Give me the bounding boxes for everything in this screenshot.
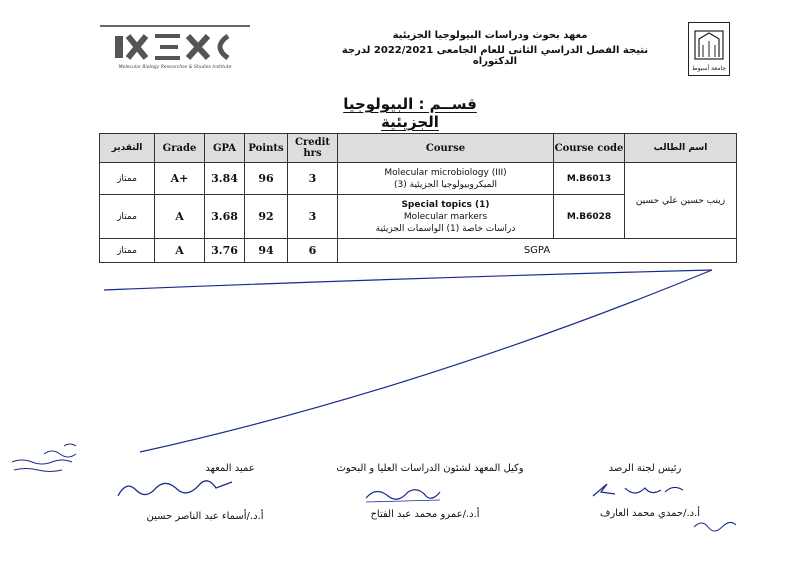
signature-block-2 <box>310 463 550 474</box>
institute-name: معهد بحوث ودراسات البيولوجيا الجزيئية <box>392 30 588 41</box>
signature-1-title: رئيس لجنة الرصد <box>608 463 682 474</box>
result-title: نتيجة الفصل الدراسي الثانى للعام الجامعى 2022/2021 لدرجة الدكتوراه <box>341 45 649 67</box>
sgpa-grade: A <box>155 239 205 263</box>
signature-3-scribble <box>112 474 252 508</box>
row2-course-en: Special topics (1) <box>401 199 490 210</box>
signature-2-name: أ.د./عمرو محمد عبد الفتاح <box>370 509 480 520</box>
sgpa-label: SGPA <box>338 239 737 263</box>
signature-2-title: وكيل المعهد لشئون الدراسات العليا و البحوث <box>336 463 524 474</box>
signature-1-scribble <box>585 478 695 504</box>
col-gpa: GPA <box>205 134 245 163</box>
signature-1-name: أ.د./حمدي محمد العارف <box>599 508 701 519</box>
signature-1-extra <box>690 515 746 533</box>
row1-course-ar: الميكروبيولوجيا الجزيئية (3) <box>394 179 497 190</box>
col-credit: Credit hrs <box>288 134 338 163</box>
col-grade: Grade <box>155 134 205 163</box>
signature-block-3 <box>180 463 280 474</box>
row1-points: 96 <box>245 163 288 195</box>
sgpa-points: 94 <box>245 239 288 263</box>
institute-logo-caption: Molecular Biology Researches & Studies Institute <box>118 65 232 70</box>
row2-grade: A <box>155 195 205 239</box>
row1-gpa: 3.84 <box>205 163 245 195</box>
row1-grade: A+ <box>155 163 205 195</box>
handwritten-note <box>4 440 84 476</box>
signature-2-scribble <box>360 482 450 506</box>
row2-credit: 3 <box>288 195 338 239</box>
handwritten-note-text: يعتمد نائب رئيس الجامعة للدراسات العليا والبحوث <box>4 440 25 441</box>
row1-course-en: Molecular microbiology (III) <box>384 167 507 178</box>
signature-3-name: أ.د./أسماء عبد الناصر حسين <box>146 511 264 522</box>
student-name: زينب حسين علي حسين <box>625 163 737 239</box>
row2-course-ar: دراسات خاصة (1) الواسمات الجزيئية <box>375 223 516 234</box>
sgpa-credit: 6 <box>288 239 338 263</box>
col-rating: التقدير <box>100 134 155 163</box>
row1-credit: 3 <box>288 163 338 195</box>
row1-code: M.B6013 <box>554 163 625 195</box>
row2-points: 92 <box>245 195 288 239</box>
sgpa-gpa: 3.76 <box>205 239 245 263</box>
col-student: اسم الطالب <box>625 134 737 163</box>
row2-rating: ممتاز <box>100 195 155 239</box>
col-points: Points <box>245 134 288 163</box>
col-code: Course code <box>554 134 625 163</box>
row2-gpa: 3.68 <box>205 195 245 239</box>
sgpa-rating: ممتاز <box>100 239 155 263</box>
signature-3-title: عميد المعهد <box>205 463 255 474</box>
signature-block-1 <box>570 463 720 474</box>
row2-code: M.B6028 <box>554 195 625 239</box>
row2-course-en2: Molecular markers <box>403 211 488 222</box>
col-course: Course <box>338 134 554 163</box>
university-logo-caption: جامعة أسيوط <box>692 65 726 72</box>
department-title: قســم : البيولوجيا الجزيئية <box>343 95 477 131</box>
row1-rating: ممتاز <box>100 163 155 195</box>
